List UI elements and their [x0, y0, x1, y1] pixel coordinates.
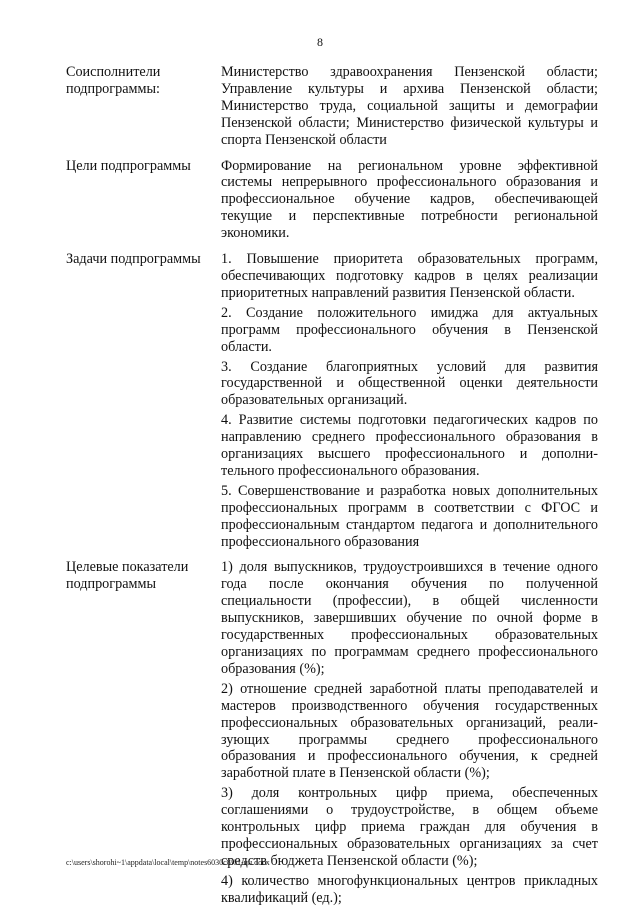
row-content-tasks — [221, 251, 598, 550]
row-label-tasks: Задачи подпрограммы — [66, 251, 201, 268]
indicator-item-1: 1) доля выпускников, трудоустроившихся в течение одного года после окончания обучения по полученной специальности (профессии), в общей численности выпускников, завершивших обучение по очной форме в государственных профессиональных образовательных организациях по программам среднего профессионального образования (%); — [221, 559, 598, 677]
row-content-coexecutors — [221, 64, 598, 149]
row-indicators — [66, 559, 598, 906]
footer-file-path: c:\users\shorohi~1\appdata\local\temp\notes6030c8\61-ин.docx — [66, 858, 270, 867]
page-number: 8 — [317, 35, 323, 49]
row-label-indicators: Целевые показатели подпрограммы — [66, 559, 189, 593]
task-item-5: 5. Совершенствование и разработка новых дополнительных профессиональных программ в соответствии с ФГОС и профессиональным стандартом педагога и дополнительного профессионального образования — [221, 482, 598, 550]
indicator-item-3: 3) доля контрольных цифр приема, обеспеченных соглашениями о трудоустройстве, в общем объеме контрольных цифр приема граждан для обучения в профессиональных образовательных организациях за счет средств бюджета Пензенской области (%); — [221, 785, 598, 869]
row-coexecutors — [66, 64, 598, 149]
row-goals — [66, 158, 598, 243]
row-label-goals: Цели подпрограммы — [66, 157, 191, 174]
indicator-item-2: 2) отношение средней заработной платы преподавателей и мастеров производственного обучения государственных профессиональных образовательных организаций, реализующих программы среднего профессионального образования и профессионального обучения, к средней заработной плате в Пензенской области (%); — [221, 680, 598, 782]
task-item-3: 3. Создание благоприятных условий для развития государственной и общественной оценки деятельности образовательных организаций. — [221, 358, 598, 409]
coexecutors-paragraph: Министерство здравоохранения Пензенской области; Управление культуры и архива Пензенской области; Министерство труда, социальной защиты и демографии Пензенской области; Министерство физической культуры и спорта Пензенской области — [221, 64, 598, 148]
indicator-item-4: 4) количество многофункциональных центров прикладных квалификаций (ед.); — [221, 872, 598, 906]
row-content-goals — [221, 158, 598, 243]
row-content-indicators — [221, 559, 598, 906]
task-item-2: 2. Создание положительного имиджа для актуальных программ профессионального обучения в Пензенской области. — [221, 304, 598, 355]
task-item-4: 4. Развитие системы подготовки педагогических кадров по направлению среднего профессионального образования в организациях высшего профессионального и дополнительного профессионального образования. — [221, 412, 598, 479]
task-item-1: 1. Повышение приоритета образовательных программ, обеспечивающих подготовку кадров в целях реализации приоритетных направлений развития Пензенской области. — [221, 251, 598, 301]
goals-paragraph: Формирование на региональном уровне эффективной системы непрерывного профессионального образования и профессиональное обучение кадров, обеспечивающей текущие и перспективные потребности региональной экономики. — [221, 157, 598, 242]
row-tasks — [66, 251, 598, 550]
row-label-coexecutors: Соисполнители подпрограммы: — [66, 64, 161, 97]
program-passport-table — [66, 64, 598, 916]
